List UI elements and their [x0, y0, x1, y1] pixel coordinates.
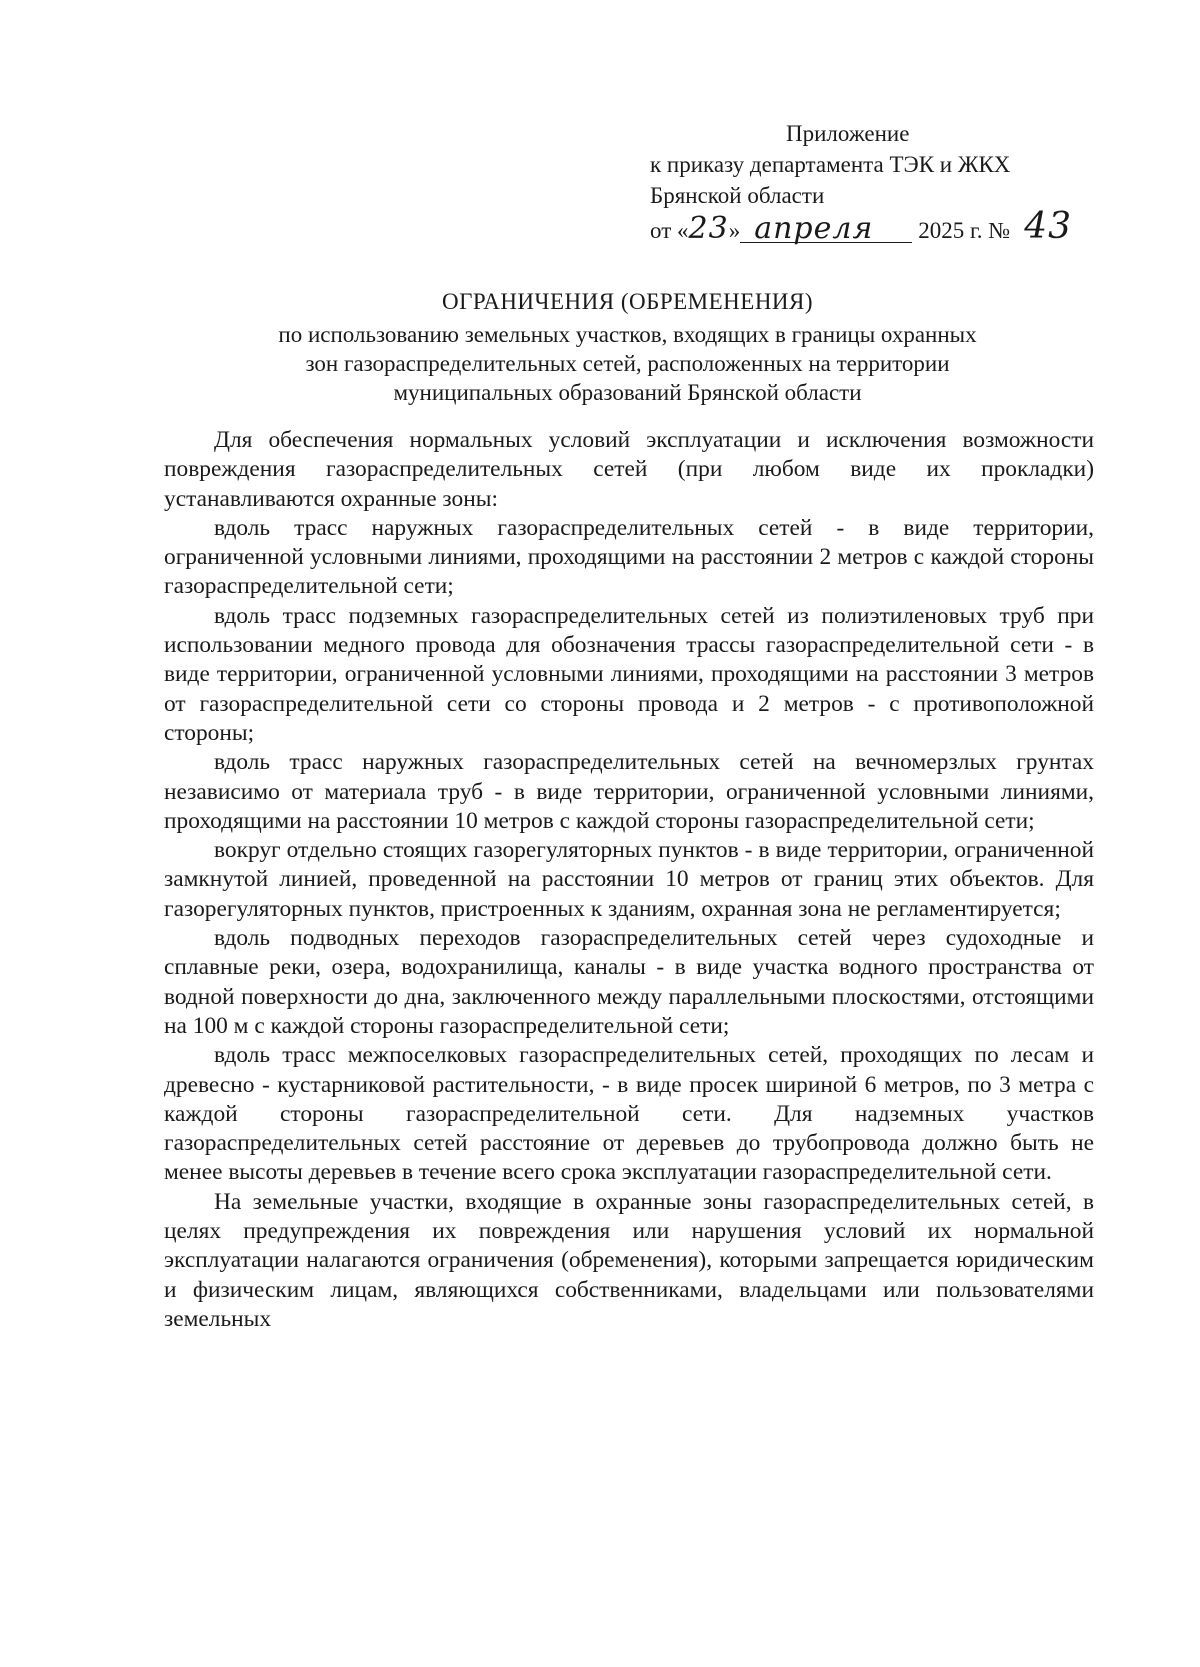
appendix-region-line: Брянской области — [650, 183, 825, 208]
appendix-order-line: к приказу департамента ТЭК и ЖКХ — [650, 152, 1011, 177]
body-paragraph: Для обеспечения нормальных условий эксплуатации и исключения возможности повреждения газораспределительных сетей (при любом виде их прокладки) устанавливаются охранные зоны: — [164, 427, 1094, 512]
body-paragraph: вдоль трасс межпоселковых газораспределительных сетей, проходящих по лесам и древесно - кустарниковой растительности, - в виде просек шириной 6 метров, по 3 метра с каждой стороны газораспределительной сети. Для надземных участков газораспределительных сетей расстояние от деревьев до трубопровода должно быть не менее высоты деревьев в течение всего срока эксплуатации газораспределительной сети. — [164, 1042, 1094, 1186]
subheading-line: зон газораспределительных сетей, расположенных на территории — [305, 351, 950, 376]
date-prefix: от « — [650, 218, 689, 243]
document-body — [164, 426, 1094, 1334]
body-paragraph: На земельные участки, входящие в охранные зоны газораспределительных сетей, в целях предупреждения их повреждения или нарушения условий их нормальной эксплуатации налагаются ограничения (обременения), которыми запрещается юридическим и физическим лицам, являющихся собственниками, владельцами или пользователями земельных — [164, 1188, 1094, 1332]
handwritten-day: 23 — [688, 211, 729, 246]
date-quote-close: » — [728, 218, 741, 243]
body-paragraph: вдоль трасс наружных газораспределительных сетей на вечномерзлых грунтах независимо от материала труб - в виде территории, ограниченной условными линиями, проходящими на расстоянии 10 метров с каждой стороны газораспределительной сети; — [164, 749, 1094, 834]
body-paragraph: вдоль подводных переходов газораспределительных сетей через судоходные и сплавные реки, озера, водохранилища, каналы - в виде участка водного пространства от водной поверхности до дна, заключенного между параллельными плоскостями, отстоящими на 100 м с каждой стороны газораспределительной сети; — [164, 925, 1094, 1039]
handwritten-month: апреля — [740, 216, 912, 243]
document-subheading — [160, 320, 1095, 407]
appendix-title: Приложение — [786, 121, 910, 146]
body-paragraph: вдоль трасс наружных газораспределительных сетей - в виде территории, ограниченной условными линиями, проходящими на расстоянии 2 метров с каждой стороны газораспределительной сети; — [164, 514, 1094, 600]
appendix-date-line — [650, 206, 1073, 247]
appendix-block — [650, 118, 1072, 246]
subheading-line: по использованию земельных участков, входящих в границы охранных — [278, 322, 977, 347]
document-heading: ОГРАНИЧЕНИЯ (ОБРЕМЕНЕНИЯ) — [441, 289, 814, 314]
subheading-line: муниципальных образований Брянской области — [393, 380, 862, 405]
body-paragraph: вдоль трасс подземных газораспределительных сетей из полиэтиленовых труб при использовании медного провода для обозначения трассы газораспределительной сети - в виде территории, ограниченной условными линиями, проходящими на расстоянии 3 метров от газораспределительной сети со стороны провода и 2 метров - с противоположной стороны; — [164, 602, 1094, 746]
date-year: 2025 г. № — [918, 218, 1011, 243]
handwritten-order-number: 43 — [1024, 206, 1073, 247]
body-paragraph: вокруг отдельно стоящих газорегуляторных пунктов - в виде территории, ограниченной замкнутой линией, проведенной на расстоянии 10 метров от границ этих объектов. Для газорегуляторных пунктов, пристроенных к зданиям, охранная зона не регламентируется; — [164, 837, 1094, 922]
